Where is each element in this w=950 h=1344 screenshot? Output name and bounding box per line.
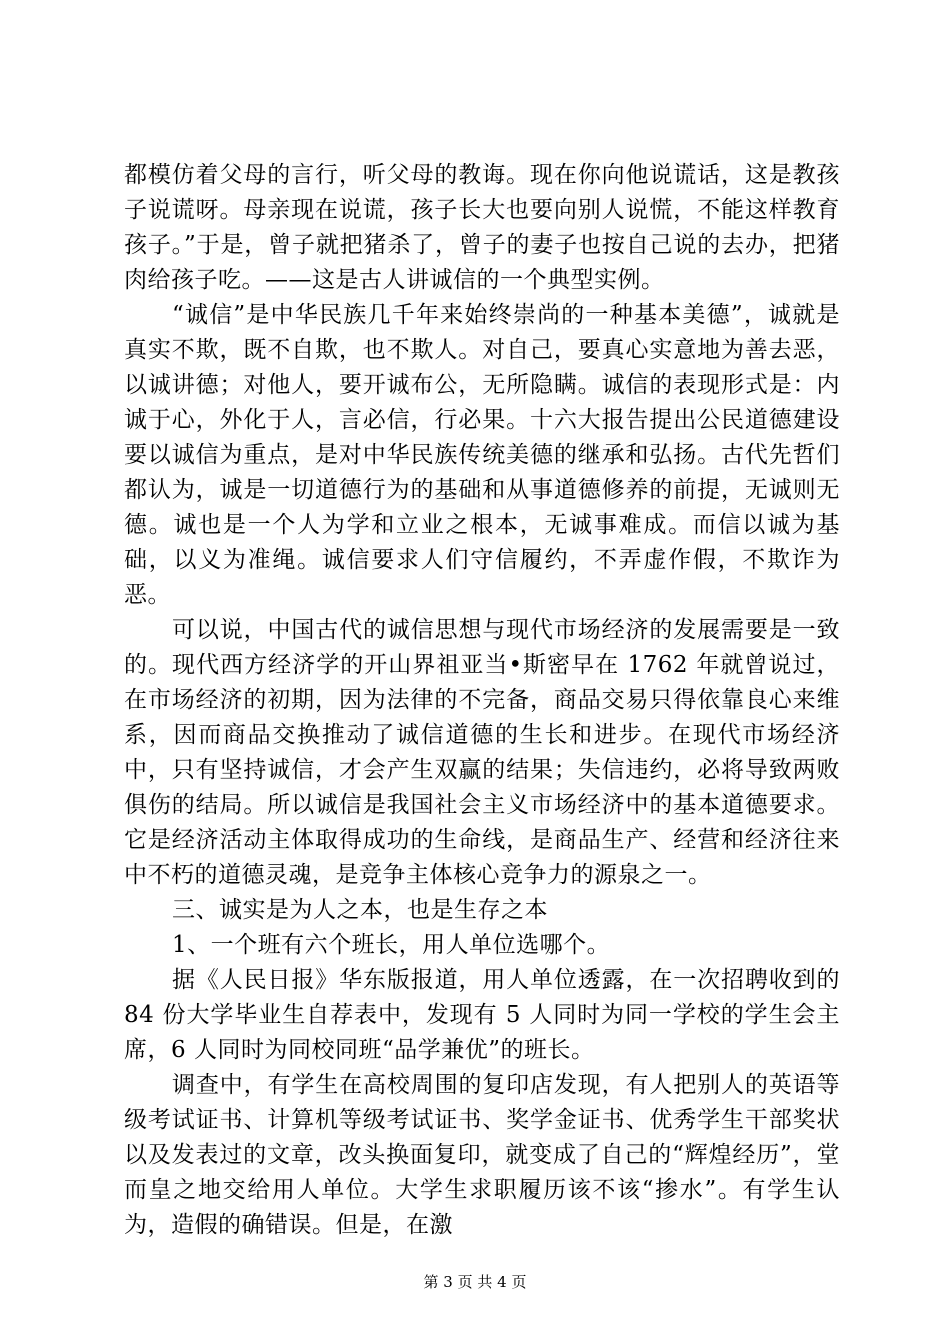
paragraph: 可以说，中国古代的诚信思想与现代市场经济的发展需要是一致的。现代西方经济学的开山界祖亚当•斯密早在 1762 年就曾说过，在市场经济的初期，因为法律的不完备，商品交易只得依靠良心来维系，因而商品交换推动了诚信道德的生长和进步。在现代市场经济中，只有坚持诚信，才会产生双赢的结果；失信违约，必将导致两败俱伤的结局。所以诚信是我国社会主义市场经济中的基本道德要求。它是经济活动主体取得成功的生命线，是商品生产、经营和经济往来中不朽的道德灵魂，是竞争主体核心竞争力的源泉之一。: [124, 617, 840, 888]
paragraph: 都模仿着父母的言行，听父母的教诲。现在你向他说谎话，这是教孩子说谎呀。母亲现在说谎，孩子长大也要向别人说慌，不能这样教育孩子。”于是，曾子就把猪杀了，曾子的妻子也按自己说的去办，把猪肉给孩子吃。——这是古人讲诚信的一个典型实例。: [124, 162, 840, 293]
section-heading: 三、诚实是为人之本，也是生存之本: [172, 897, 548, 923]
subsection-heading: 1、一个班有六个班长，用人单位选哪个。: [172, 932, 611, 958]
page-number-label: 第 3 页 共 4 页: [423, 1273, 527, 1291]
page-footer: [0, 1272, 950, 1292]
paragraph: 调查中，有学生在高校周围的复印店发现，有人把别人的英语等级考试证书、计算机等级考试证书、奖学金证书、优秀学生干部奖状以及发表过的文章，改头换面复印，就变成了自己的“辉煌经历”，堂而皇之地交给用人单位。大学生求职履历该不该“掺水”。有学生认为，造假的确错误。但是，在激: [124, 1072, 840, 1238]
paragraph: “诚信”是中华民族几千年来始终崇尚的一种基本美德”，诚就是真实不欺，既不自欺，也不欺人。对自己，要真心实意地为善去恶，以诚讲德；对他人，要开诚布公，无所隐瞒。诚信的表现形式是：内诚于心，外化于人，言必信，行必果。十六大报告提出公民道德建设要以诚信为重点，是对中华民族传统美德的继承和弘扬。古代先哲们都认为，诚是一切道德行为的基础和从事道德修养的前提，无诚则无德。诚也是一个人为学和立业之根本，无诚事难成。而信以诚为基础，以义为准绳。诚信要求人们守信履约，不弄虚作假，不欺诈为恶。: [124, 302, 840, 608]
document-body: [124, 158, 840, 1243]
paragraph: 据《人民日报》华东版报道，用人单位透露，在一次招聘收到的 84 份大学毕业生自荐表中，发现有 5 人同时为同一学校的学生会主席，6 人同时为同校同班“品学兼优”的班长。: [124, 967, 840, 1063]
